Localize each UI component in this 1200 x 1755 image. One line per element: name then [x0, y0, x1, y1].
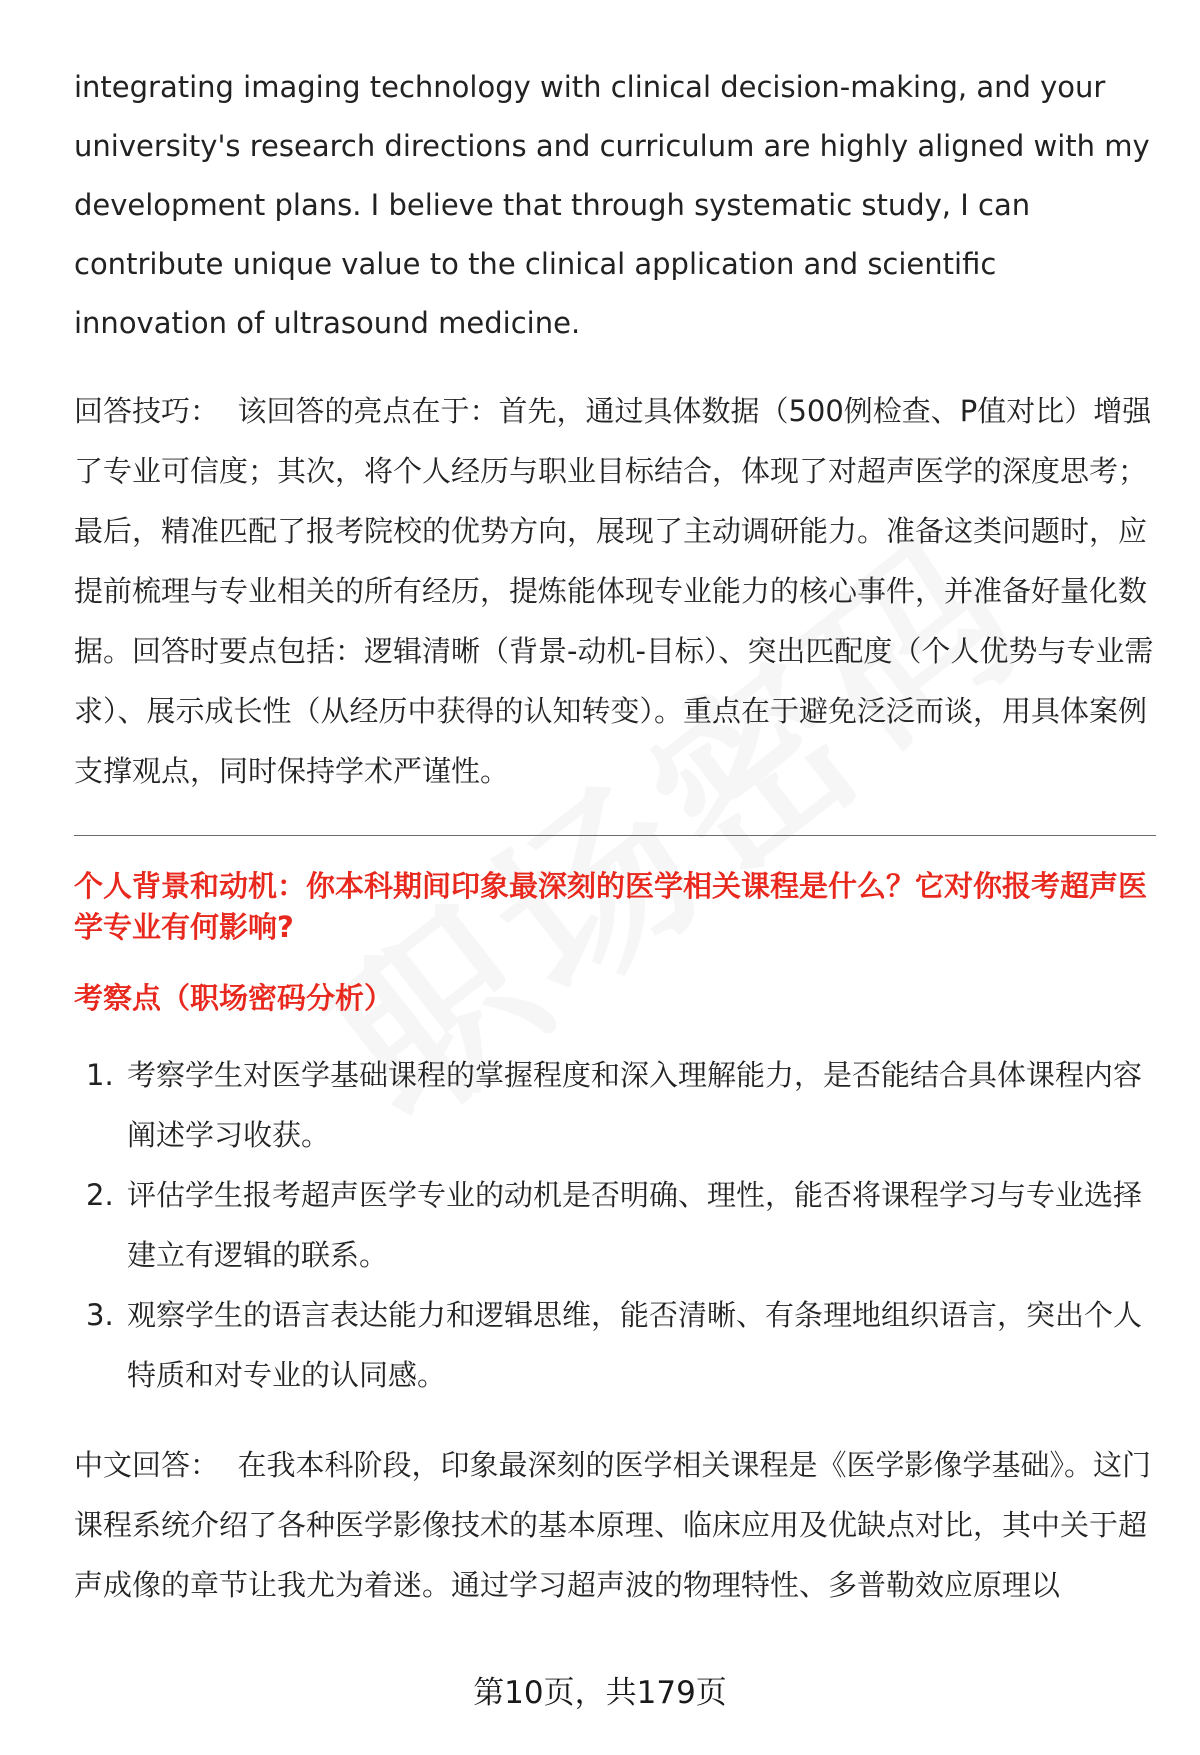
answer-label: 中文回答： [74, 1448, 220, 1482]
list-item [74, 1045, 1156, 1165]
section-divider [74, 835, 1156, 836]
list-item [74, 1165, 1156, 1285]
list-item-text: 观察学生的语言表达能力和逻辑思维，能否清晰、有条理地组织语言，突出个人特质和对专业的认同感。 [127, 1298, 1143, 1392]
question-title: 个人背景和动机：你本科期间印象最深刻的医学相关课程是什么？它对你报考超声医学专业有何影响? [74, 869, 1148, 944]
list-number: 2. [86, 1178, 114, 1212]
intro-paragraph: integrating imaging technology with clinical decision-making, and your university's research directions and curriculum are highly aligned with my development plans. I believe that through systematic study, I can contribute unique value to the clinical application and scientific innovation of ultrasound medicine. [74, 70, 1150, 340]
chinese-answer [74, 1435, 1156, 1615]
list-item [74, 1285, 1156, 1405]
answer-tip [74, 381, 1156, 801]
document-page [74, 58, 1156, 1615]
page-number-footer: 第10页，共179页 [473, 1675, 727, 1711]
list-item-text: 评估学生报考超声医学专业的动机是否明确、理性，能否将课程学习与专业选择建立有逻辑的联系。 [127, 1178, 1143, 1272]
tip-text: 该回答的亮点在于：首先，通过具体数据（500例检查、P值对比）增强了专业可信度；其次，将个人经历与职业目标结合，体现了对超声医学的深度思考；最后，精准匹配了报考院校的优势方向，展现了主动调研能力。准备这类问题时，应提前梳理与专业相关的所有经历，提炼能体现专业能力的核心事件，并准备好量化数据。回答时要点包括：逻辑清晰（背景-动机-目标）、突出匹配度（个人优势与专业需求）、展示成长性（从经历中获得的认知转变）。重点在于避免泛泛而谈，用具体案例支撑观点，同时保持学术严谨性。 [74, 394, 1154, 788]
answer-text: 在我本科阶段，印象最深刻的医学相关课程是《医学影像学基础》。这门课程系统介绍了各种医学影像技术的基本原理、临床应用及优缺点对比，其中关于超声成像的章节让我尤为着迷。通过学习超声波的物理特性、多普勒效应原理以 [74, 1448, 1151, 1602]
assessment-points-list [74, 1045, 1156, 1405]
list-number: 1. [86, 1058, 114, 1092]
list-item-text: 考察学生对医学基础课程的掌握程度和深入理解能力，是否能结合具体课程内容阐述学习收获。 [127, 1058, 1143, 1152]
tip-label: 回答技巧： [74, 394, 220, 428]
section-heading: 考察点（职场密码分析） [74, 981, 394, 1015]
list-number: 3. [86, 1298, 114, 1332]
